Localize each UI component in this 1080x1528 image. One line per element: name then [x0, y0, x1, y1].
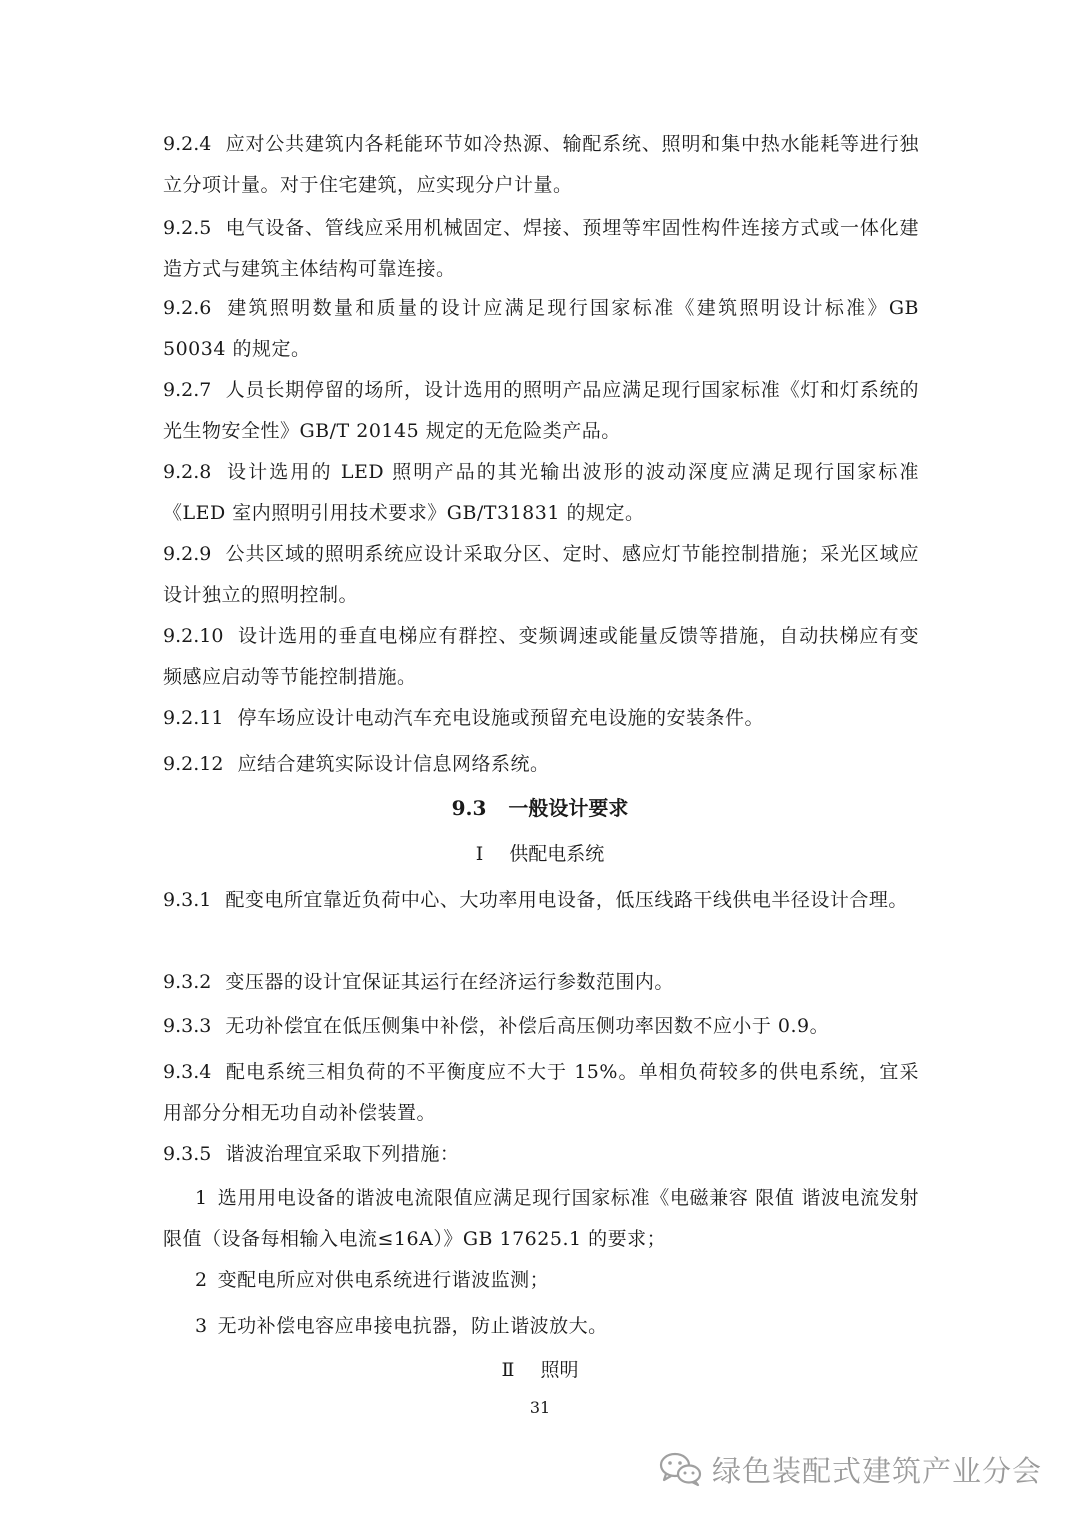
clause-text: 配变电所宜靠近负荷中心、大功率用电设备，低压线路干线供电半径设计合理。 — [225, 889, 908, 911]
section-number: 9.3 — [451, 796, 487, 820]
clause-number: 9.2.5 — [163, 217, 212, 239]
list-item-2 — [163, 1260, 919, 1301]
clause-text: 谐波治理宜采取下列措施： — [225, 1143, 460, 1165]
subsection-heading-2 — [0, 1350, 1080, 1391]
subsection-number: Ⅱ — [501, 1359, 515, 1381]
clause-9-2-6 — [163, 288, 919, 370]
list-item-text: 无功补偿电容应串接电抗器，防止谐波放大。 — [217, 1315, 608, 1337]
clause-9-3-4 — [163, 1052, 919, 1134]
clause-9-3-2 — [163, 962, 919, 1003]
subsection-title: 照明 — [540, 1359, 579, 1381]
clause-number: 9.2.6 — [163, 297, 212, 319]
clause-text: 应对公共建筑内各耗能环节如冷热源、输配系统、照明和集中热水能耗等进行独立分项计量。对于住宅建筑，应实现分户计量。 — [163, 133, 919, 196]
subsection-number: Ⅰ — [475, 843, 484, 865]
clause-9-2-10 — [163, 616, 919, 698]
clause-text: 建筑照明数量和质量的设计应满足现行国家标准《建筑照明设计标准》GB 50034 的规定。 — [163, 297, 919, 360]
list-item-number: 3 — [195, 1315, 208, 1337]
subsection-heading-1 — [0, 834, 1080, 875]
clause-9-2-7 — [163, 370, 919, 452]
clause-text: 停车场应设计电动汽车充电设施或预留充电设施的安装条件。 — [237, 707, 764, 729]
clause-number: 9.3.3 — [163, 1015, 212, 1037]
wechat-icon — [658, 1451, 704, 1487]
list-item-number: 2 — [195, 1269, 208, 1291]
list-item-number: 1 — [195, 1187, 208, 1209]
clause-9-2-5 — [163, 208, 919, 290]
clause-text: 变压器的设计宜保证其运行在经济运行参数范围内。 — [225, 971, 674, 993]
list-item-1 — [163, 1178, 919, 1260]
clause-text: 无功补偿宜在低压侧集中补偿，补偿后高压侧功率因数不应小于 0.9。 — [225, 1015, 830, 1037]
clause-number: 9.3.4 — [163, 1061, 212, 1083]
clause-text: 设计选用的垂直电梯应有群控、变频调速或能量反馈等措施，自动扶梯应有变频感应启动等节能控制措施。 — [163, 625, 919, 688]
clause-text: 配电系统三相负荷的不平衡度应不大于 15%。单相负荷较多的供电系统，宜采用部分分相无功自动补偿装置。 — [163, 1061, 919, 1124]
list-item-text: 变配电所应对供电系统进行谐波监测； — [217, 1269, 550, 1291]
clause-9-2-9 — [163, 534, 919, 616]
clause-number: 9.3.1 — [163, 889, 212, 911]
clause-9-2-11 — [163, 698, 919, 739]
clause-9-3-5 — [163, 1134, 919, 1175]
section-heading — [0, 788, 1080, 829]
watermark — [658, 1444, 1042, 1494]
clause-number: 9.3.2 — [163, 971, 212, 993]
clause-text: 公共区域的照明系统应设计采取分区、定时、感应灯节能控制措施；采光区域应设计独立的照明控制。 — [163, 543, 919, 606]
subsection-title: 供配电系统 — [509, 843, 605, 865]
clause-number: 9.2.7 — [163, 379, 212, 401]
section-title: 一般设计要求 — [508, 796, 629, 820]
clause-number: 9.2.11 — [163, 707, 224, 729]
list-item-text: 选用用电设备的谐波电流限值应满足现行国家标准《电磁兼容 限值 谐波电流发射限值（设备每相输入电流≤16A）》GB 17625.1 的要求； — [163, 1187, 919, 1250]
clause-number: 9.3.5 — [163, 1143, 212, 1165]
clause-number: 9.2.8 — [163, 461, 212, 483]
clause-number: 9.2.4 — [163, 133, 212, 155]
clause-text: 应结合建筑实际设计信息网络系统。 — [237, 753, 550, 775]
clause-text: 设计选用的 LED 照明产品的其光输出波形的波动深度应满足现行国家标准《LED 室内照明引用技术要求》GB/T31831 的规定。 — [163, 461, 919, 524]
clause-text: 电气设备、管线应采用机械固定、焊接、预埋等牢固性构件连接方式或一体化建造方式与建筑主体结构可靠连接。 — [163, 217, 919, 280]
page-number: 31 — [529, 1398, 551, 1417]
clause-9-3-3 — [163, 1006, 919, 1047]
list-item-3 — [163, 1306, 919, 1347]
clause-9-2-12 — [163, 744, 919, 785]
watermark-text: 绿色装配式建筑产业分会 — [711, 1453, 1042, 1488]
clause-9-2-8 — [163, 452, 919, 534]
clause-9-2-4 — [163, 124, 919, 206]
clause-number: 9.2.9 — [163, 543, 212, 565]
clause-number: 9.2.10 — [163, 625, 224, 647]
clause-number: 9.2.12 — [163, 753, 224, 775]
clause-9-3-1 — [163, 880, 919, 921]
clause-text: 人员长期停留的场所，设计选用的照明产品应满足现行国家标准《灯和灯系统的光生物安全性》GB/T 20145 规定的无危险类产品。 — [163, 379, 919, 442]
